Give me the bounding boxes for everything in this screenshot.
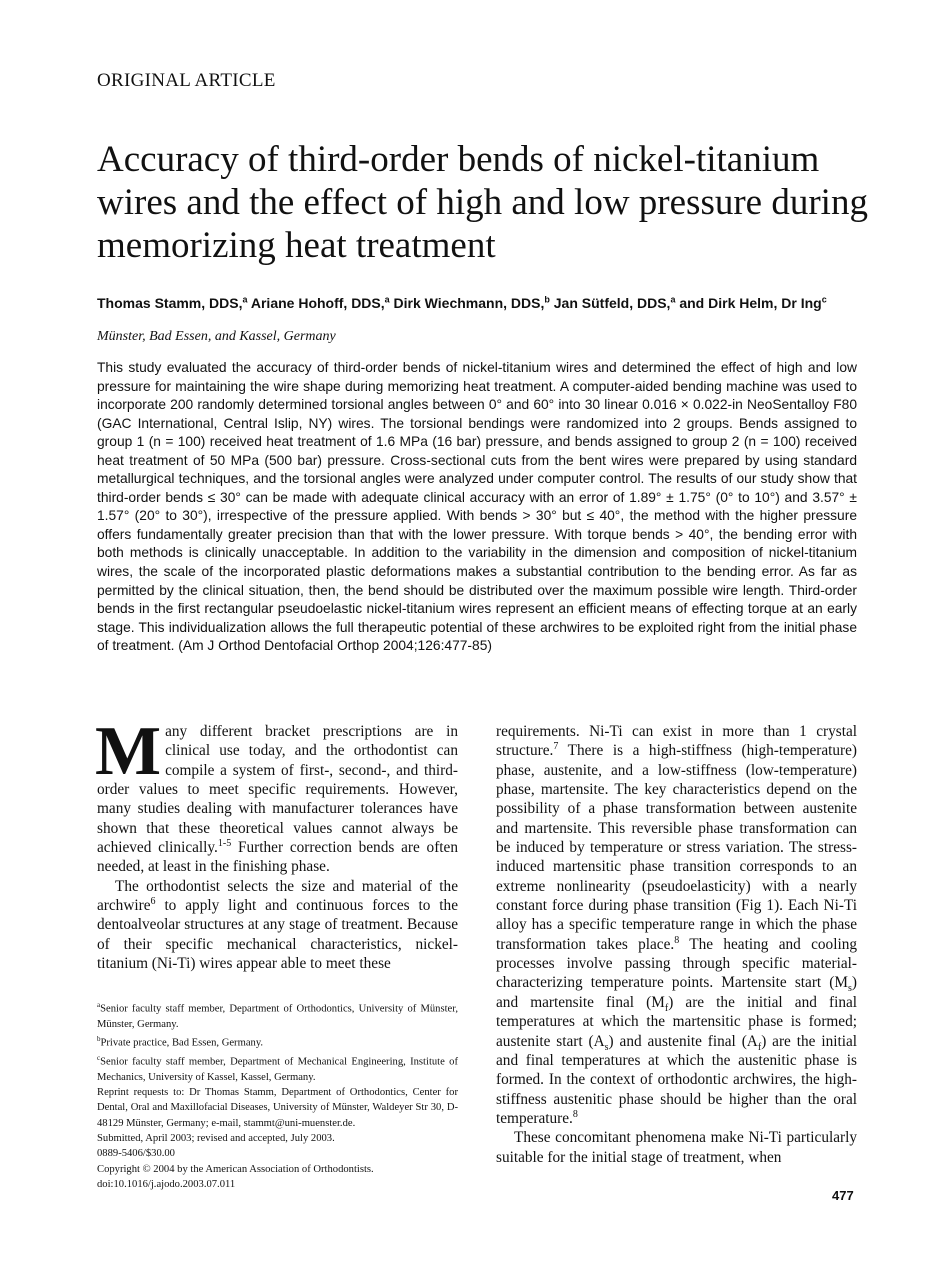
subscript: f [757, 1041, 762, 1053]
paragraph: any different bracket prescriptions are in clinical use today, and the orthodontist can compile a system of first-, second-, and third-order values to meet specific requirements. However, many studies dealing with manufacturer tolerances have shown that these theoretical values cannot always be achieved clinically.$^{1-5}$ Further correction bends are often needed, at least in the finishing phase. [97, 723, 458, 876]
subscript: s [604, 1041, 609, 1053]
section-label: ORIGINAL ARTICLE [97, 70, 276, 91]
paragraph: $^a$Senior faculty staff member, Department of Orthodontics, University of Münster, Münster, Germany. [97, 1001, 458, 1030]
superscript: 1-5 [217, 837, 232, 849]
superscript: 7 [553, 741, 559, 753]
paragraph: $^b$Private practice, Bad Essen, Germany. [97, 1035, 264, 1049]
author-location: Münster, Bad Essen, and Kassel, Germany [97, 329, 336, 344]
superscript: a [384, 294, 390, 304]
paragraph: 0889-5406/$30.00 [97, 1148, 175, 1160]
body-paragraphs [496, 722, 857, 1167]
subscript: f [664, 1002, 669, 1014]
subscript: s [847, 983, 852, 995]
superscript: b [544, 294, 550, 304]
paragraph: Copyright © 2004 by the American Association of Orthodontists. [97, 1163, 374, 1175]
paragraph: $^c$Senior faculty staff member, Department of Mechanical Engineering, Institute of Mechanics, University of Kassel, Kassel, Germany. [97, 1053, 458, 1083]
superscript: a [670, 294, 676, 304]
paragraph: requirements. Ni-Ti can exist in more than 1 crystal structure.$^7$ There is a high-stiffness (high-temperature) phase, austenite, and a low-stiffness (low-temperature) phase, martensite. The key characteristics depend on the possibility of a phase transformation between austenite and martensite. This reversible phase transformation can be induced by temperature or stress variation. The stress-induced martensitic phase transition corresponds to an extreme nonlinearity (pseudoelasticity) with a nearly constant force during phase transition (Fig 1). Each Ni-Ti alloy has a specific temperature range in which the phase transformation takes place.$^8$ The heating and cooling processes involve passing through specific material-characterizing temperature points. Martensite start $(M_s)$ and martensite final $(M_f)$ are the initial and final temperatures at which the martensitic phase is formed; austenite start $(A_s)$ and austenite final $(A_f)$ are the initial and final temperatures at which the austenitic phase is formed. In the context of orthodontic archwires, the high-stiffness austenitic phase should be higher than the oral temperature.$^8$ [496, 723, 858, 1127]
superscript: 8 [674, 934, 680, 946]
superscript: a [97, 1001, 101, 1009]
article-title: Accuracy of third-order bends of nickel-titanium wires and the effect of high and low pressure during memorizing heat treatment [97, 139, 868, 266]
paragraph: The orthodontist selects the size and material of the archwire$^6$ to apply light and continuous forces to the dentoalveolar structures at any stage of treatment. Because of their specific mechanical characteristics, nickel-titanium (Ni-Ti) wires appear able to meet these [97, 877, 458, 973]
paragraph: Thomas Stamm, DDS,$^a$ Ariane Hohoff, DDS,$^a$ Dirk Wiechmann, DDS,$^b$ Jan Sütfeld, DDS,$^a$ and Dirk Helm, Dr Ing$^c$ [97, 294, 827, 311]
page-number: 477 [832, 1188, 854, 1203]
superscript: 8 [572, 1108, 578, 1120]
abstract: This study evaluated the accuracy of third-order bends of nickel-titanium wires and determined the effect of high and low pressure for maintaining the wire shape during memorizing heat treatment. A computer-aided bending machine was used to incorporate 200 randomly determined torsional angles between 0° and 60° into 30 linear 0.016 × 0.022-in NeoSentalloy F80 (GAC International, Central Islip, NY) wires. The torsional bendings were randomized into 2 groups. Bends assigned to group 1 (n = 100) received heat treatment of 1.6 MPa (16 bar) pressure, and bends assigned to group 2 (n = 100) received heat treatment of 50 MPa (500 bar) pressure. Cross-sectional cuts from the bent wires were prepared by using standard metallurgical techniques, and the torsional angles were analyzed under computer control. The results of our study show that third-order bends ≤ 30° can be made with adequate clinical accuracy with an error of 1.89° ± 1.75° (0° to 10°) and 3.57° ± 1.57° (20° to 30°), irrespective of the pressure applied. With bends > 30° but ≤ 40°, the method with the higher pressure offers fundamentally greater precision than that with the lower pressure. With torque bends > 40°, the bending error with both methods is clinically unacceptable. In addition to the variability in the dimension and composition of nickel-titanium wires, the scale of the incorporated plastic deformations makes a substantial contribution to the bending error. As far as permitted by the clinical situation, then, the bend should be distributed over the maximum possible wire length. Third-order bends in the first rectangular pseudoelastic nickel-titanium wires represent an efficient means of effecting torque at an early stage. This individualization allows the full therapeutic potential of these archwires to be exploited right from the initial phase of treatment. (Am J Orthod Dentofacial Orthop 2004;126:477-85) [97, 360, 857, 654]
body-column-left [95, 713, 458, 973]
drop-cap: M [95, 713, 162, 790]
superscript: a [242, 294, 248, 304]
paragraph: Submitted, April 2003; revised and accepted, July 2003. [97, 1132, 335, 1144]
superscript: c [97, 1053, 101, 1062]
superscript: 6 [150, 896, 156, 907]
footnotes [97, 998, 458, 1192]
paragraph: doi:10.1016/j.ajodo.2003.07.011 [97, 1178, 236, 1190]
superscript: b [97, 1035, 101, 1044]
superscript: c [821, 294, 827, 304]
paragraph: Reprint requests to: Dr Thomas Stamm, Department of Orthodontics, Center for Dental, Oral and Maxillofacial Diseases, University of Münster, Waldeyer Str 30, D-48129 Münster, Germany; e-mail, stammt@uni-muenster.de. [97, 1087, 458, 1129]
author-list [97, 290, 867, 312]
paragraph: These concomitant phenomena make Ni-Ti particularly suitable for the initial stage of treatment, when [496, 1129, 857, 1166]
body-column-right [496, 722, 857, 1167]
